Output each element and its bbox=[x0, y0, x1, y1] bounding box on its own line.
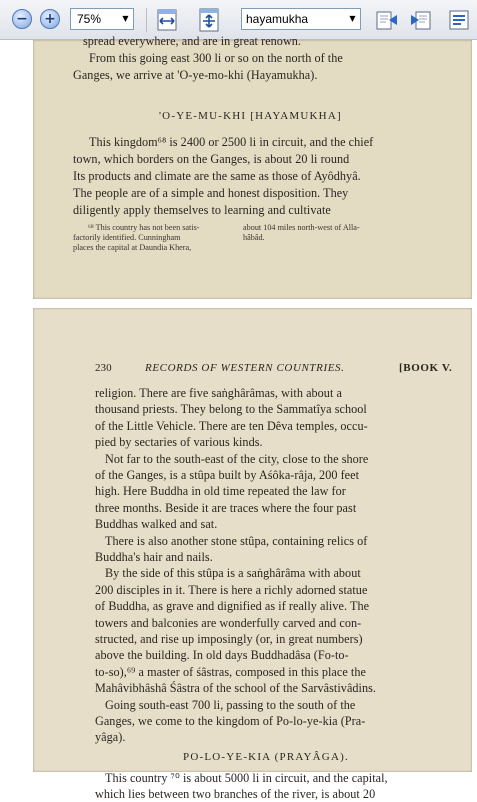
page2-line: which lies between two branches of the river, is about 20 bbox=[95, 787, 376, 802]
highlight-icon bbox=[446, 7, 472, 33]
page1-line: The people are of a simple and honest disposition. They bbox=[73, 186, 349, 200]
page1-line: town, which borders on the Ganges, is about 20 li round bbox=[73, 152, 350, 166]
zoom-in-button[interactable] bbox=[40, 9, 60, 29]
search-input[interactable] bbox=[241, 8, 361, 30]
highlight-button[interactable] bbox=[446, 7, 472, 33]
fit-width-button[interactable] bbox=[154, 7, 180, 33]
page2-heading: PO-LO-YE-KIA (PRAYÂGA). bbox=[183, 750, 349, 763]
page2-line: above the building. In old days Buddhadâsa (Fo-to- bbox=[95, 648, 349, 663]
page2-line: thousand priests. They belong to the Sammatîya school bbox=[95, 402, 367, 417]
footnote-line: factorily identified. Cunningham bbox=[73, 233, 181, 242]
page2-line: of the Little Vehicle. There are ten Dêva temples, occu- bbox=[95, 418, 368, 433]
page1-line: diligently apply themselves to learning and cultivate bbox=[73, 203, 331, 217]
page2-line: structed, and rise up imposingly (or, in great numbers) bbox=[95, 632, 363, 646]
pdf-page-previous bbox=[33, 34, 472, 299]
page2-line: By the side of this stûpa is a saṅghârâma with about bbox=[105, 566, 361, 581]
book-label: [BOOK V. bbox=[399, 362, 453, 374]
fit-width-icon bbox=[154, 7, 180, 33]
footnote-line: hâbâd. bbox=[243, 233, 265, 242]
find-next-icon bbox=[408, 7, 434, 33]
find-previous-button[interactable] bbox=[374, 7, 400, 33]
zoom-out-icon: − bbox=[16, 11, 28, 27]
pdf-page-current bbox=[33, 308, 472, 802]
page1-line: This kingdom⁶⁸ is 2400 or 2500 li in circuit, and the chief bbox=[89, 135, 374, 149]
page2-line: high. Here Buddha in old time repeated the law for bbox=[95, 484, 346, 499]
page1-heading: 'O-YE-MU-KHI [HAYAMUKHA] bbox=[159, 110, 342, 122]
page2-line: towers and balconies are wonderfully carved and con- bbox=[95, 615, 362, 630]
fit-page-icon bbox=[196, 7, 222, 33]
chevron-down-icon[interactable]: ▼ bbox=[349, 14, 356, 23]
footnote-line: ⁶⁸ This country has not been satis- bbox=[88, 223, 200, 232]
page1-line: Its products and climate are the same as those of Ayôdhyâ. bbox=[73, 169, 361, 183]
fit-page-button[interactable] bbox=[196, 7, 222, 33]
toolbar-separator bbox=[146, 8, 147, 32]
footnote-line: about 104 miles north-west of Alla- bbox=[243, 223, 360, 232]
page1-line: From this going east 300 li or so on the north of the bbox=[89, 51, 343, 65]
search-value: hayamukha bbox=[246, 12, 309, 26]
zoom-value: 75% bbox=[77, 12, 102, 26]
zoom-out-button[interactable] bbox=[12, 9, 32, 29]
page2-line: Mahâvibhâshâ Śâstra of the school of the Sarvâstivâdins. bbox=[95, 681, 377, 696]
page2-line: of Buddha, as grave and dignified as if really alive. The bbox=[95, 599, 370, 614]
footnote-line: places the capital at Daundia Khera, bbox=[73, 243, 192, 252]
find-previous-icon bbox=[374, 7, 400, 33]
page2-line: Not far to the south-east of the city, close to the shore bbox=[105, 451, 369, 466]
page2-line: Buddha's hair and nails. bbox=[95, 550, 213, 564]
running-title: RECORDS OF WESTERN COUNTRIES. bbox=[145, 362, 345, 374]
page2-line: yâga). bbox=[95, 730, 126, 745]
page2-line: This country ⁷⁰ is about 5000 li in circuit, and the capital, bbox=[105, 770, 388, 785]
page2-line: to-so),⁶⁹ a master of śâstras, composed in this place the bbox=[95, 664, 366, 679]
page2-line: Going south-east 700 li, passing to the south of the bbox=[105, 697, 356, 712]
page1-line: Ganges, we arrive at 'O-ye-mo-khi (Hayamukha). bbox=[73, 68, 318, 82]
chevron-down-icon[interactable]: ▼ bbox=[122, 14, 129, 23]
page2-line: three months. Beside it are traces where the four past bbox=[95, 500, 357, 515]
page2-line: Ganges, we come to the kingdom of Po-lo-ye-kia (Pra- bbox=[95, 714, 366, 728]
document-viewer[interactable] bbox=[0, 34, 477, 802]
find-next-button[interactable] bbox=[408, 7, 434, 33]
page2-line: 200 disciples in it. There is here a richly adorned statue bbox=[95, 582, 368, 597]
page2-line: religion. There are five saṅghârâmas, with about a bbox=[95, 386, 342, 400]
page2-line: There is also another stone stûpa, containing relics of bbox=[105, 533, 368, 548]
zoom-select[interactable] bbox=[70, 8, 134, 30]
page1-line: spread everywhere, and are in great renown. bbox=[83, 34, 302, 48]
page2-line: pied by sectaries of various kinds. bbox=[95, 435, 263, 450]
page2-line: Buddhas walked and sat. bbox=[95, 517, 218, 532]
page2-line: of the Ganges, is a stûpa built by Aśôka-râja, 200 feet bbox=[95, 468, 360, 482]
page-number: 230 bbox=[95, 362, 112, 374]
zoom-in-icon: + bbox=[44, 11, 56, 27]
